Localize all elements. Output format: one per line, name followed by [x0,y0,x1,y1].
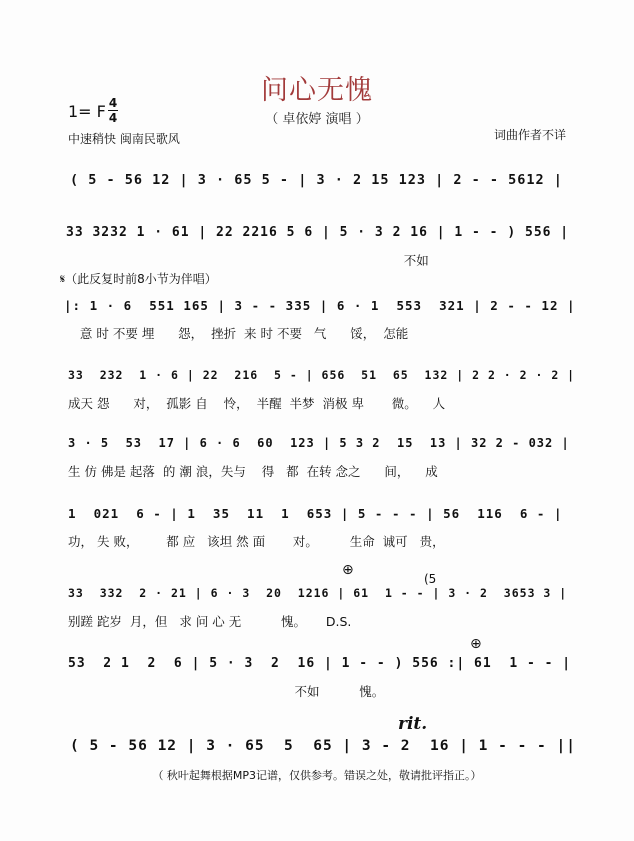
ritardando-mark: rit. [398,714,428,734]
key-signature: 1= F [68,102,106,121]
notes: 3 · 5 53 17 | 6 · 6 60 123 | 5 3 2 15 13 | 32 2 - 032 | [68,436,570,450]
composer-credit: 词曲作者不详 [493,128,566,142]
notes: 1 021 6 - | 1 35 11 1 653 | 5 - - - | 56 116 6 - | [68,506,563,521]
lyrics: 不如 愧。 [68,684,385,699]
notes: 33 3232 1 · 61 | 22 2216 5 6 | 5 · 3 2 16 | 1 - - ) 556 | [66,225,570,240]
lyrics: 不如 [66,253,429,268]
notes: |: 1 · 6 551 165 | 3 - - 335 | 6 · 1 553 321 | 2 - - 12 | [64,298,576,313]
lyrics: 成天 怨 对， 孤影 自 怜， 半醒 半梦 消极 卑 微。 人 [68,396,446,411]
notes: 53 2 1 2 6 | 5 · 3 2 16 | 1 - - ) 556 :| 61 1 - - | [68,656,572,671]
time-signature [108,97,118,124]
time-sig-top: 4 [108,96,118,110]
coda-icon: ⊕ [342,562,354,578]
singer-credit: （ 卓依婷 演唱 ） [265,112,369,127]
lyrics: 功， 失 败， 都 应 该坦 然 面 对。 生命 诚可 贵， [68,534,445,549]
lyrics: 别蹉 跎岁 月，但 求 问 心 无 愧。 D.S. [68,614,352,629]
tempo-marking: 中速稍快 闽南民歌风 [68,132,180,146]
segno-note: 𝄋（此反复时前8小节为伴唱） [60,272,217,286]
time-sig-bottom: 4 [108,111,118,125]
coda-icon-2: ⊕ [470,636,482,652]
notes: 33 232 1 · 6 | 22 216 5 - | 656 51 65 132 | 2 2 · 2 · 2 | [68,368,576,382]
lyrics: 意 时 不要 埋 怨， 挫折 来 时 不要 气 馁， 怎能 [64,326,409,341]
song-title: 问心无愧 [261,75,373,106]
coda-bracket-icon: (5 [424,572,437,586]
notes: 33 332 2 · 21 | 6 · 3 20 1216 | 61 1 - - | 3 · 2 3653 3 | [68,586,568,600]
footer-note: （ 秋叶起舞根据MP3记谱，仅供参考。错误之处，敬请批评指正。） [152,769,482,782]
notes: ( 5 - 56 12 | 3 · 65 5 - | 3 · 2 15 123 | 2 - - 5612 | [70,172,563,188]
lyrics: 生 仿 佛是 起落 的 潮 浪，失与 得 都 在转 念之 间， 成 [68,464,438,479]
notes: ( 5 - 56 12 | 3 · 65 5 65 | 3 - 2 16 | 1 - - - || [70,738,576,754]
